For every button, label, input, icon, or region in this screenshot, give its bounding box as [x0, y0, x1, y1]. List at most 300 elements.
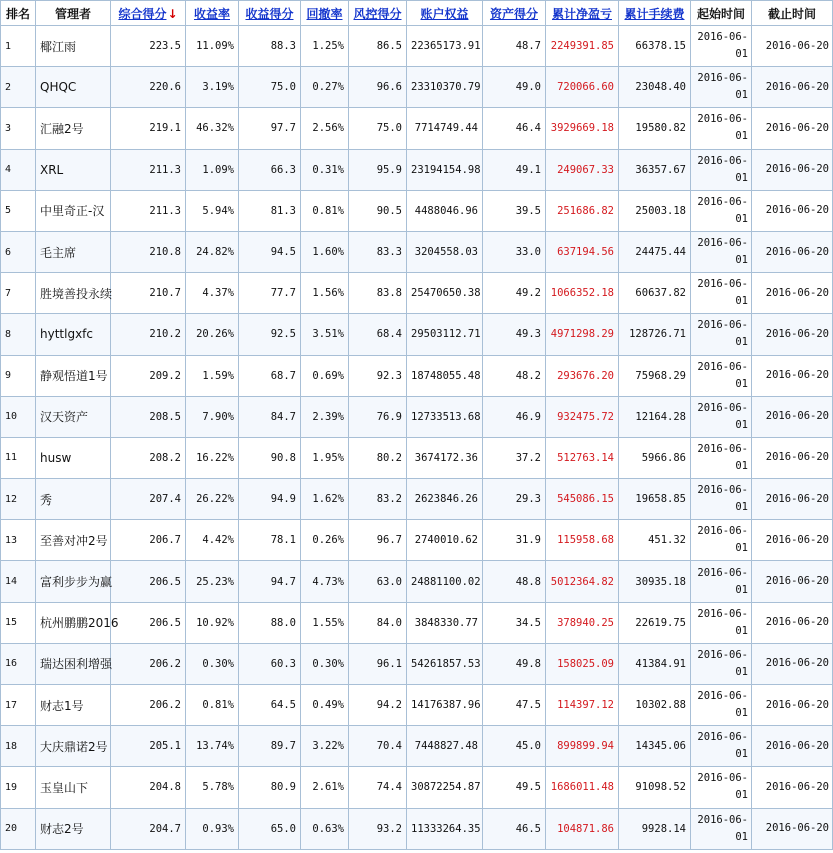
- sort-desc-arrow-icon: ↓: [167, 6, 178, 21]
- drawdown-cell: 0.63%: [301, 808, 349, 849]
- return-rate-cell: 25.23%: [186, 561, 239, 602]
- total-score-cell: 206.5: [111, 561, 186, 602]
- table-row: [1, 561, 833, 602]
- return-score-cell: 81.3: [239, 190, 301, 231]
- asset-score-cell: 33.0: [483, 231, 546, 272]
- risk-score-cell: 92.3: [349, 355, 407, 396]
- return-score-cell: 94.5: [239, 231, 301, 272]
- sort-cum-pnl[interactable]: [546, 1, 619, 26]
- manager-cell: 汇融2号: [36, 108, 111, 149]
- rank-cell: 16: [1, 643, 36, 684]
- sort-equity-label: 账户权益: [420, 6, 469, 21]
- rank-cell: 12: [1, 479, 36, 520]
- asset-score-cell: 31.9: [483, 520, 546, 561]
- risk-score-cell: 90.5: [349, 190, 407, 231]
- end-time-cell: 2016-06-20: [752, 314, 833, 355]
- table-row: [1, 26, 833, 67]
- cum-pnl-cell: 115958.68: [546, 520, 619, 561]
- rank-cell: 9: [1, 355, 36, 396]
- cum-pnl-cell: 104871.86: [546, 808, 619, 849]
- cum-pnl-cell: 3929669.18: [546, 108, 619, 149]
- table-header-row: [1, 1, 833, 26]
- table-row: [1, 67, 833, 108]
- total-score-cell: 210.8: [111, 231, 186, 272]
- equity-cell: 4488046.96: [407, 190, 483, 231]
- asset-score-cell: 49.5: [483, 767, 546, 808]
- return-rate-cell: 16.22%: [186, 437, 239, 478]
- return-rate-cell: 0.93%: [186, 808, 239, 849]
- cum-pnl-cell: 249067.33: [546, 149, 619, 190]
- return-score-cell: 84.7: [239, 396, 301, 437]
- rank-cell: 17: [1, 685, 36, 726]
- risk-score-cell: 95.9: [349, 149, 407, 190]
- start-time-cell: 2016-06-01: [691, 726, 752, 767]
- asset-score-cell: 34.5: [483, 602, 546, 643]
- cum-fee-cell: 22619.75: [619, 602, 691, 643]
- return-score-cell: 68.7: [239, 355, 301, 396]
- asset-score-cell: 46.4: [483, 108, 546, 149]
- sort-cum-fee[interactable]: [619, 1, 691, 26]
- risk-score-cell: 84.0: [349, 602, 407, 643]
- equity-cell: 54261857.53: [407, 643, 483, 684]
- cum-pnl-cell: 1066352.18: [546, 273, 619, 314]
- cum-fee-cell: 14345.06: [619, 726, 691, 767]
- cum-fee-cell: 30935.18: [619, 561, 691, 602]
- end-time-cell: 2016-06-20: [752, 643, 833, 684]
- table-row: [1, 437, 833, 478]
- start-time-cell: 2016-06-01: [691, 190, 752, 231]
- risk-score-cell: 70.4: [349, 726, 407, 767]
- cum-pnl-cell: 4971298.29: [546, 314, 619, 355]
- risk-score-cell: 68.4: [349, 314, 407, 355]
- cum-pnl-cell: 378940.25: [546, 602, 619, 643]
- return-score-cell: 78.1: [239, 520, 301, 561]
- rank-cell: 13: [1, 520, 36, 561]
- return-score-cell: 88.0: [239, 602, 301, 643]
- rank-cell: 5: [1, 190, 36, 231]
- table-row: [1, 314, 833, 355]
- total-score-cell: 206.7: [111, 520, 186, 561]
- manager-cell: 椰江雨: [36, 26, 111, 67]
- return-score-cell: 80.9: [239, 767, 301, 808]
- drawdown-cell: 3.51%: [301, 314, 349, 355]
- asset-score-cell: 47.5: [483, 685, 546, 726]
- risk-score-cell: 80.2: [349, 437, 407, 478]
- cum-pnl-cell: 637194.56: [546, 231, 619, 272]
- return-score-cell: 64.5: [239, 685, 301, 726]
- header-rank-label: 排名: [5, 6, 30, 21]
- start-time-cell: 2016-06-01: [691, 273, 752, 314]
- end-time-cell: 2016-06-20: [752, 767, 833, 808]
- sort-risk-score-label: 风控得分: [353, 6, 402, 21]
- return-rate-cell: 11.09%: [186, 26, 239, 67]
- cum-fee-cell: 60637.82: [619, 273, 691, 314]
- cum-pnl-cell: 114397.12: [546, 685, 619, 726]
- return-rate-cell: 5.94%: [186, 190, 239, 231]
- equity-cell: 2623846.26: [407, 479, 483, 520]
- end-time-cell: 2016-06-20: [752, 685, 833, 726]
- equity-cell: 18748055.48: [407, 355, 483, 396]
- total-score-cell: 204.7: [111, 808, 186, 849]
- cum-fee-cell: 75968.29: [619, 355, 691, 396]
- equity-cell: 7714749.44: [407, 108, 483, 149]
- equity-cell: 2740010.62: [407, 520, 483, 561]
- start-time-cell: 2016-06-01: [691, 108, 752, 149]
- asset-score-cell: 49.1: [483, 149, 546, 190]
- header-rank: [1, 1, 36, 26]
- cum-pnl-cell: 512763.14: [546, 437, 619, 478]
- end-time-cell: 2016-06-20: [752, 437, 833, 478]
- rank-cell: 10: [1, 396, 36, 437]
- manager-cell: 财志2号: [36, 808, 111, 849]
- risk-score-cell: 96.7: [349, 520, 407, 561]
- risk-score-cell: 93.2: [349, 808, 407, 849]
- return-score-cell: 94.7: [239, 561, 301, 602]
- rank-cell: 11: [1, 437, 36, 478]
- cum-fee-cell: 19658.85: [619, 479, 691, 520]
- return-rate-cell: 13.74%: [186, 726, 239, 767]
- cum-fee-cell: 12164.28: [619, 396, 691, 437]
- cum-fee-cell: 128726.71: [619, 314, 691, 355]
- return-score-cell: 88.3: [239, 26, 301, 67]
- cum-pnl-cell: 5012364.82: [546, 561, 619, 602]
- total-score-cell: 206.5: [111, 602, 186, 643]
- manager-cell: XRL: [36, 149, 111, 190]
- sort-asset-score-label: 资产得分: [489, 6, 538, 21]
- risk-score-cell: 63.0: [349, 561, 407, 602]
- manager-cell: 财志1号: [36, 685, 111, 726]
- sort-return-rate[interactable]: [186, 1, 239, 26]
- drawdown-cell: 0.81%: [301, 190, 349, 231]
- return-rate-cell: 0.30%: [186, 643, 239, 684]
- header-manager-label: 管理者: [54, 6, 91, 21]
- end-time-cell: 2016-06-20: [752, 108, 833, 149]
- total-score-cell: 210.7: [111, 273, 186, 314]
- drawdown-cell: 1.25%: [301, 26, 349, 67]
- return-rate-cell: 20.26%: [186, 314, 239, 355]
- risk-score-cell: 83.8: [349, 273, 407, 314]
- cum-pnl-cell: 545086.15: [546, 479, 619, 520]
- total-score-cell: 208.5: [111, 396, 186, 437]
- equity-cell: 23194154.98: [407, 149, 483, 190]
- equity-cell: 25470650.38: [407, 273, 483, 314]
- return-rate-cell: 1.59%: [186, 355, 239, 396]
- cum-pnl-cell: 158025.09: [546, 643, 619, 684]
- total-score-cell: 211.3: [111, 149, 186, 190]
- rank-cell: 6: [1, 231, 36, 272]
- start-time-cell: 2016-06-01: [691, 396, 752, 437]
- start-time-cell: 2016-06-01: [691, 231, 752, 272]
- table-row: [1, 190, 833, 231]
- cum-fee-cell: 66378.15: [619, 26, 691, 67]
- manager-cell: QHQC: [36, 67, 111, 108]
- asset-score-cell: 46.5: [483, 808, 546, 849]
- drawdown-cell: 0.31%: [301, 149, 349, 190]
- total-score-cell: 207.4: [111, 479, 186, 520]
- manager-cell: 中里奇正-汉: [36, 190, 111, 231]
- table-row: [1, 685, 833, 726]
- return-rate-cell: 24.82%: [186, 231, 239, 272]
- asset-score-cell: 49.3: [483, 314, 546, 355]
- header-end-time: [752, 1, 833, 26]
- rank-cell: 2: [1, 67, 36, 108]
- drawdown-cell: 0.69%: [301, 355, 349, 396]
- table-row: [1, 355, 833, 396]
- manager-cell: hyttlgxfc: [36, 314, 111, 355]
- return-rate-cell: 5.78%: [186, 767, 239, 808]
- cum-fee-cell: 5966.86: [619, 437, 691, 478]
- cum-fee-cell: 23048.40: [619, 67, 691, 108]
- drawdown-cell: 0.26%: [301, 520, 349, 561]
- start-time-cell: 2016-06-01: [691, 561, 752, 602]
- return-rate-cell: 4.37%: [186, 273, 239, 314]
- header-manager: [36, 1, 111, 26]
- return-rate-cell: 3.19%: [186, 67, 239, 108]
- total-score-cell: 204.8: [111, 767, 186, 808]
- asset-score-cell: 49.0: [483, 67, 546, 108]
- table-row: [1, 767, 833, 808]
- equity-cell: 29503112.71: [407, 314, 483, 355]
- sort-cum-fee-label: 累计手续费: [624, 6, 685, 21]
- asset-score-cell: 37.2: [483, 437, 546, 478]
- cum-fee-cell: 41384.91: [619, 643, 691, 684]
- rank-cell: 15: [1, 602, 36, 643]
- total-score-cell: 208.2: [111, 437, 186, 478]
- return-rate-cell: 26.22%: [186, 479, 239, 520]
- drawdown-cell: 3.22%: [301, 726, 349, 767]
- sort-total-score[interactable]: [111, 1, 186, 26]
- end-time-cell: 2016-06-20: [752, 726, 833, 767]
- end-time-cell: 2016-06-20: [752, 808, 833, 849]
- return-rate-cell: 1.09%: [186, 149, 239, 190]
- risk-score-cell: 74.4: [349, 767, 407, 808]
- end-time-cell: 2016-06-20: [752, 67, 833, 108]
- sort-asset-score[interactable]: [483, 1, 546, 26]
- cum-fee-cell: 25003.18: [619, 190, 691, 231]
- equity-cell: 3674172.36: [407, 437, 483, 478]
- asset-score-cell: 48.2: [483, 355, 546, 396]
- total-score-cell: 219.1: [111, 108, 186, 149]
- total-score-cell: 205.1: [111, 726, 186, 767]
- header-end-time-label: 截止时间: [767, 6, 816, 21]
- cum-fee-cell: 24475.44: [619, 231, 691, 272]
- drawdown-cell: 0.30%: [301, 643, 349, 684]
- table-row: [1, 479, 833, 520]
- end-time-cell: 2016-06-20: [752, 355, 833, 396]
- return-score-cell: 94.9: [239, 479, 301, 520]
- drawdown-cell: 2.39%: [301, 396, 349, 437]
- asset-score-cell: 48.8: [483, 561, 546, 602]
- start-time-cell: 2016-06-01: [691, 67, 752, 108]
- asset-score-cell: 45.0: [483, 726, 546, 767]
- table-row: [1, 643, 833, 684]
- cum-fee-cell: 19580.82: [619, 108, 691, 149]
- drawdown-cell: 0.49%: [301, 685, 349, 726]
- start-time-cell: 2016-06-01: [691, 602, 752, 643]
- equity-cell: 14176387.96: [407, 685, 483, 726]
- cum-fee-cell: 36357.67: [619, 149, 691, 190]
- asset-score-cell: 46.9: [483, 396, 546, 437]
- start-time-cell: 2016-06-01: [691, 479, 752, 520]
- return-rate-cell: 46.32%: [186, 108, 239, 149]
- total-score-cell: 206.2: [111, 643, 186, 684]
- manager-cell: 毛主席: [36, 231, 111, 272]
- end-time-cell: 2016-06-20: [752, 273, 833, 314]
- start-time-cell: 2016-06-01: [691, 685, 752, 726]
- start-time-cell: 2016-06-01: [691, 314, 752, 355]
- table-row: [1, 108, 833, 149]
- asset-score-cell: 49.8: [483, 643, 546, 684]
- drawdown-cell: 1.55%: [301, 602, 349, 643]
- table-row: [1, 231, 833, 272]
- return-score-cell: 77.7: [239, 273, 301, 314]
- cum-pnl-cell: 899899.94: [546, 726, 619, 767]
- rank-cell: 3: [1, 108, 36, 149]
- table-row: [1, 149, 833, 190]
- sort-equity[interactable]: [407, 1, 483, 26]
- table-row: [1, 602, 833, 643]
- end-time-cell: 2016-06-20: [752, 190, 833, 231]
- drawdown-cell: 0.27%: [301, 67, 349, 108]
- equity-cell: 12733513.68: [407, 396, 483, 437]
- header-start-time: [691, 1, 752, 26]
- cum-pnl-cell: 293676.20: [546, 355, 619, 396]
- start-time-cell: 2016-06-01: [691, 26, 752, 67]
- start-time-cell: 2016-06-01: [691, 643, 752, 684]
- manager-cell: 胜境善投永续: [36, 273, 111, 314]
- table-row: [1, 808, 833, 849]
- return-score-cell: 66.3: [239, 149, 301, 190]
- start-time-cell: 2016-06-01: [691, 520, 752, 561]
- manager-cell: husw: [36, 437, 111, 478]
- cum-fee-cell: 91098.52: [619, 767, 691, 808]
- equity-cell: 11333264.35: [407, 808, 483, 849]
- cum-fee-cell: 9928.14: [619, 808, 691, 849]
- return-rate-cell: 4.42%: [186, 520, 239, 561]
- rank-cell: 7: [1, 273, 36, 314]
- asset-score-cell: 48.7: [483, 26, 546, 67]
- cum-fee-cell: 451.32: [619, 520, 691, 561]
- equity-cell: 3848330.77: [407, 602, 483, 643]
- sort-cum-pnl-label: 累计净盈亏: [551, 6, 612, 21]
- cum-fee-cell: 10302.88: [619, 685, 691, 726]
- manager-cell: 静观悟道1号: [36, 355, 111, 396]
- total-score-cell: 220.6: [111, 67, 186, 108]
- equity-cell: 22365173.91: [407, 26, 483, 67]
- manager-cell: 玉皇山下: [36, 767, 111, 808]
- equity-cell: 7448827.48: [407, 726, 483, 767]
- risk-score-cell: 83.3: [349, 231, 407, 272]
- rank-cell: 18: [1, 726, 36, 767]
- rank-cell: 4: [1, 149, 36, 190]
- cum-pnl-cell: 932475.72: [546, 396, 619, 437]
- start-time-cell: 2016-06-01: [691, 808, 752, 849]
- equity-cell: 23310370.79: [407, 67, 483, 108]
- total-score-cell: 209.2: [111, 355, 186, 396]
- table-body: [1, 26, 833, 850]
- start-time-cell: 2016-06-01: [691, 437, 752, 478]
- table-row: [1, 726, 833, 767]
- drawdown-cell: 1.62%: [301, 479, 349, 520]
- risk-score-cell: 75.0: [349, 108, 407, 149]
- risk-score-cell: 86.5: [349, 26, 407, 67]
- sort-return-rate-label: 收益率: [193, 6, 230, 21]
- drawdown-cell: 4.73%: [301, 561, 349, 602]
- table-row: [1, 396, 833, 437]
- manager-cell: 汉天资产: [36, 396, 111, 437]
- start-time-cell: 2016-06-01: [691, 355, 752, 396]
- return-score-cell: 65.0: [239, 808, 301, 849]
- sort-return-score-label: 收益得分: [245, 6, 294, 21]
- return-rate-cell: 7.90%: [186, 396, 239, 437]
- cum-pnl-cell: 251686.82: [546, 190, 619, 231]
- equity-cell: 3204558.03: [407, 231, 483, 272]
- end-time-cell: 2016-06-20: [752, 231, 833, 272]
- asset-score-cell: 39.5: [483, 190, 546, 231]
- end-time-cell: 2016-06-20: [752, 602, 833, 643]
- header-start-time-label: 起始时间: [696, 6, 745, 21]
- drawdown-cell: 2.61%: [301, 767, 349, 808]
- sort-drawdown[interactable]: [301, 1, 349, 26]
- return-score-cell: 90.8: [239, 437, 301, 478]
- manager-cell: 大庆鼎诺2号: [36, 726, 111, 767]
- start-time-cell: 2016-06-01: [691, 149, 752, 190]
- drawdown-cell: 1.95%: [301, 437, 349, 478]
- return-score-cell: 89.7: [239, 726, 301, 767]
- cum-pnl-cell: 1686011.48: [546, 767, 619, 808]
- table-row: [1, 273, 833, 314]
- manager-cell: 杭州鹏鹏2016: [36, 602, 111, 643]
- drawdown-cell: 1.60%: [301, 231, 349, 272]
- end-time-cell: 2016-06-20: [752, 396, 833, 437]
- risk-score-cell: 96.1: [349, 643, 407, 684]
- return-rate-cell: 10.92%: [186, 602, 239, 643]
- sort-risk-score[interactable]: [349, 1, 407, 26]
- rank-cell: 14: [1, 561, 36, 602]
- table-row: [1, 520, 833, 561]
- manager-cell: 至善对冲2号: [36, 520, 111, 561]
- asset-score-cell: 49.2: [483, 273, 546, 314]
- risk-score-cell: 94.2: [349, 685, 407, 726]
- return-score-cell: 60.3: [239, 643, 301, 684]
- return-score-cell: 92.5: [239, 314, 301, 355]
- total-score-cell: 210.2: [111, 314, 186, 355]
- total-score-cell: 211.3: [111, 190, 186, 231]
- end-time-cell: 2016-06-20: [752, 149, 833, 190]
- end-time-cell: 2016-06-20: [752, 26, 833, 67]
- drawdown-cell: 1.56%: [301, 273, 349, 314]
- start-time-cell: 2016-06-01: [691, 767, 752, 808]
- cum-pnl-cell: 2249391.85: [546, 26, 619, 67]
- equity-cell: 24881100.02: [407, 561, 483, 602]
- cum-pnl-cell: 720066.60: [546, 67, 619, 108]
- risk-score-cell: 76.9: [349, 396, 407, 437]
- asset-score-cell: 29.3: [483, 479, 546, 520]
- end-time-cell: 2016-06-20: [752, 561, 833, 602]
- sort-total-score-label: 综合得分: [118, 6, 167, 21]
- rank-cell: 8: [1, 314, 36, 355]
- end-time-cell: 2016-06-20: [752, 479, 833, 520]
- rank-cell: 1: [1, 26, 36, 67]
- sort-drawdown-label: 回撤率: [306, 6, 343, 21]
- end-time-cell: 2016-06-20: [752, 520, 833, 561]
- return-rate-cell: 0.81%: [186, 685, 239, 726]
- drawdown-cell: 2.56%: [301, 108, 349, 149]
- manager-cell: 富利步步为赢: [36, 561, 111, 602]
- sort-return-score[interactable]: [239, 1, 301, 26]
- manager-cell: 瑞达困利增强: [36, 643, 111, 684]
- return-score-cell: 75.0: [239, 67, 301, 108]
